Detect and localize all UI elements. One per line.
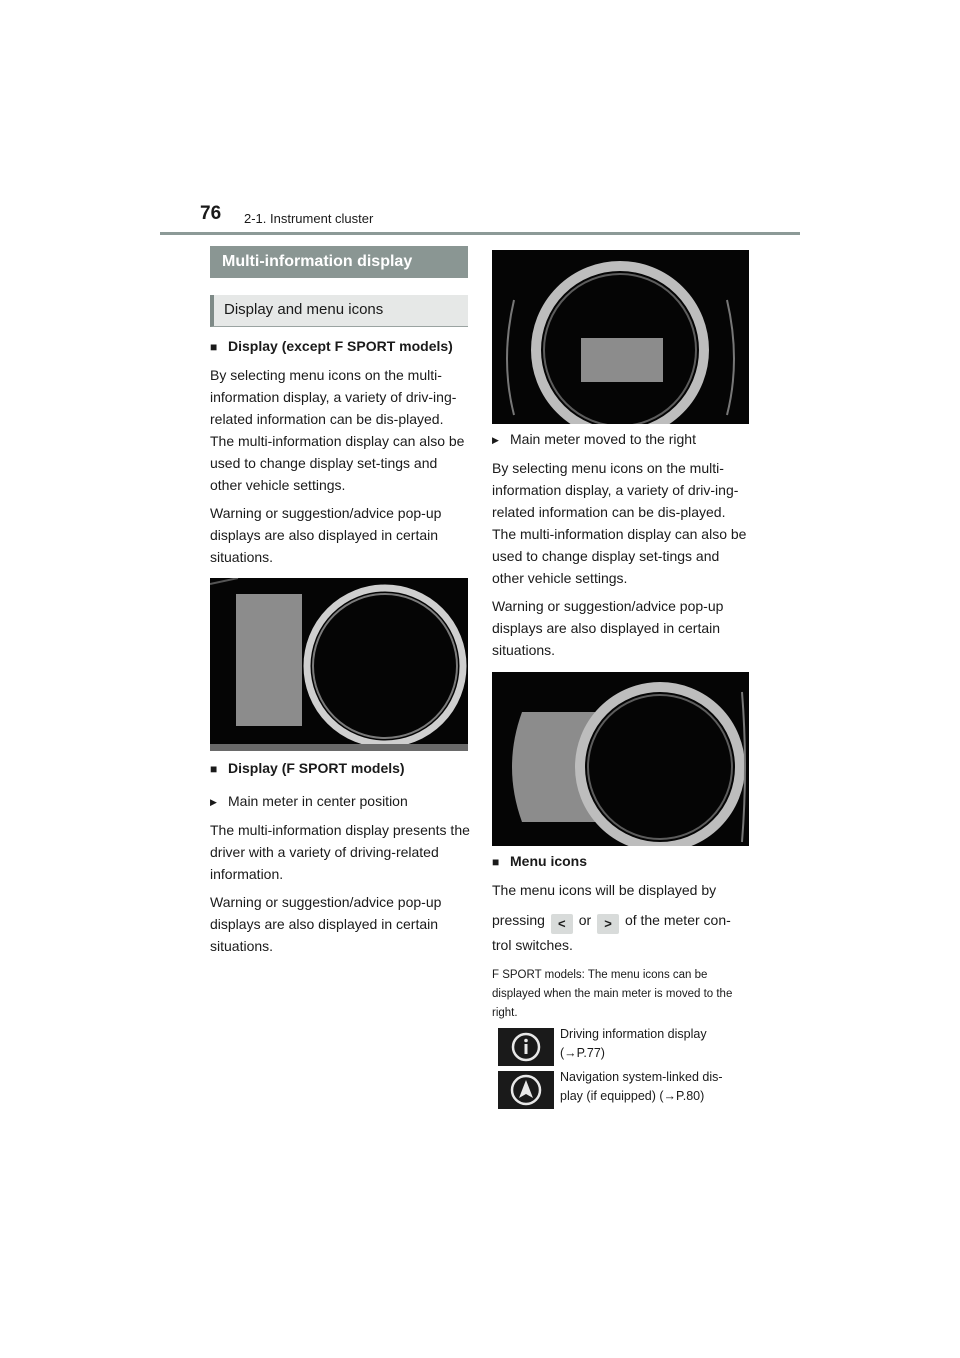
- paragraph: The multi-information display presents the driver with a variety of driving-related information.: [210, 822, 470, 882]
- standard-display-graphic: [210, 578, 468, 751]
- menu-text-or: or: [578, 912, 592, 928]
- illustration-fsport-right: [492, 672, 749, 846]
- left-arrow-key-icon: <: [551, 914, 573, 934]
- left-column-top: [210, 335, 470, 574]
- paragraph: By selecting menu icons on the multi-information display, a variety of driv-ing-related information can be dis-played. The multi-information display can also be used to change display set-tings and other vehicle settings.: [210, 367, 465, 493]
- icon-label-line1: Navigation system-linked dis-: [560, 1070, 723, 1084]
- bullet-display-fsport: ■ Display (F SPORT models): [210, 757, 470, 780]
- fsport-center-graphic: [492, 250, 749, 424]
- bullet-menu-icons: ■ Menu icons: [492, 850, 752, 873]
- icon-label-line2: play (if equipped) (→P.80): [560, 1089, 705, 1103]
- menu-text-pressing: pressing: [492, 912, 545, 928]
- arrow-main-meter-right: ▶ Main meter moved to the right: [492, 428, 752, 451]
- illustration-standard-display: [210, 578, 468, 751]
- chapter-title: 2-1. Instrument cluster: [244, 211, 374, 226]
- icon-label-navigation: [560, 1068, 750, 1106]
- paragraph: Warning or suggestion/advice pop-up displays are also displayed in certain situations.: [210, 894, 442, 954]
- fsport-right-graphic: [492, 672, 749, 846]
- left-column-bottom: [210, 757, 470, 963]
- fsport-note: F SPORT models: The menu icons can be displayed when the main meter is moved to the right.: [492, 969, 733, 1019]
- header-rule: [160, 232, 800, 235]
- paragraph: Warning or suggestion/advice pop-up displays are also displayed in certain situations.: [492, 598, 724, 658]
- navigation-icon: [498, 1071, 554, 1109]
- bullet-display-except-fsport: ■ Display (except F SPORT models): [210, 335, 470, 358]
- right-column-top: [492, 428, 752, 667]
- menu-text-line3: trol switches.: [492, 937, 573, 953]
- icon-label-line1: Driving information display: [560, 1027, 707, 1041]
- icon-label-line2: (→P.77): [560, 1046, 605, 1060]
- subsection-title: Display and menu icons: [210, 295, 468, 327]
- icon-label-driving-info: [560, 1025, 750, 1063]
- arrow-main-meter-center: ▶ Main meter in center position: [210, 790, 470, 813]
- right-arrow-key-icon: >: [597, 914, 619, 934]
- info-icon: [498, 1028, 554, 1066]
- menu-icons-section: [492, 850, 752, 1029]
- paragraph: By selecting menu icons on the multi-information display, a variety of driv-ing-related information can be dis-played. The multi-information display can also be used to change display set-tings and other vehicle settings.: [492, 460, 747, 586]
- menu-text-of-meter: of the meter con-: [624, 912, 731, 928]
- illustration-fsport-center: [492, 250, 749, 424]
- page-number: 76: [200, 203, 222, 224]
- menu-text-line2: [492, 907, 752, 934]
- section-title: Multi-information display: [210, 246, 468, 278]
- paragraph: Warning or suggestion/advice pop-up displays are also displayed in certain situations.: [210, 505, 442, 565]
- menu-text-line1: The menu icons will be displayed by: [492, 882, 717, 898]
